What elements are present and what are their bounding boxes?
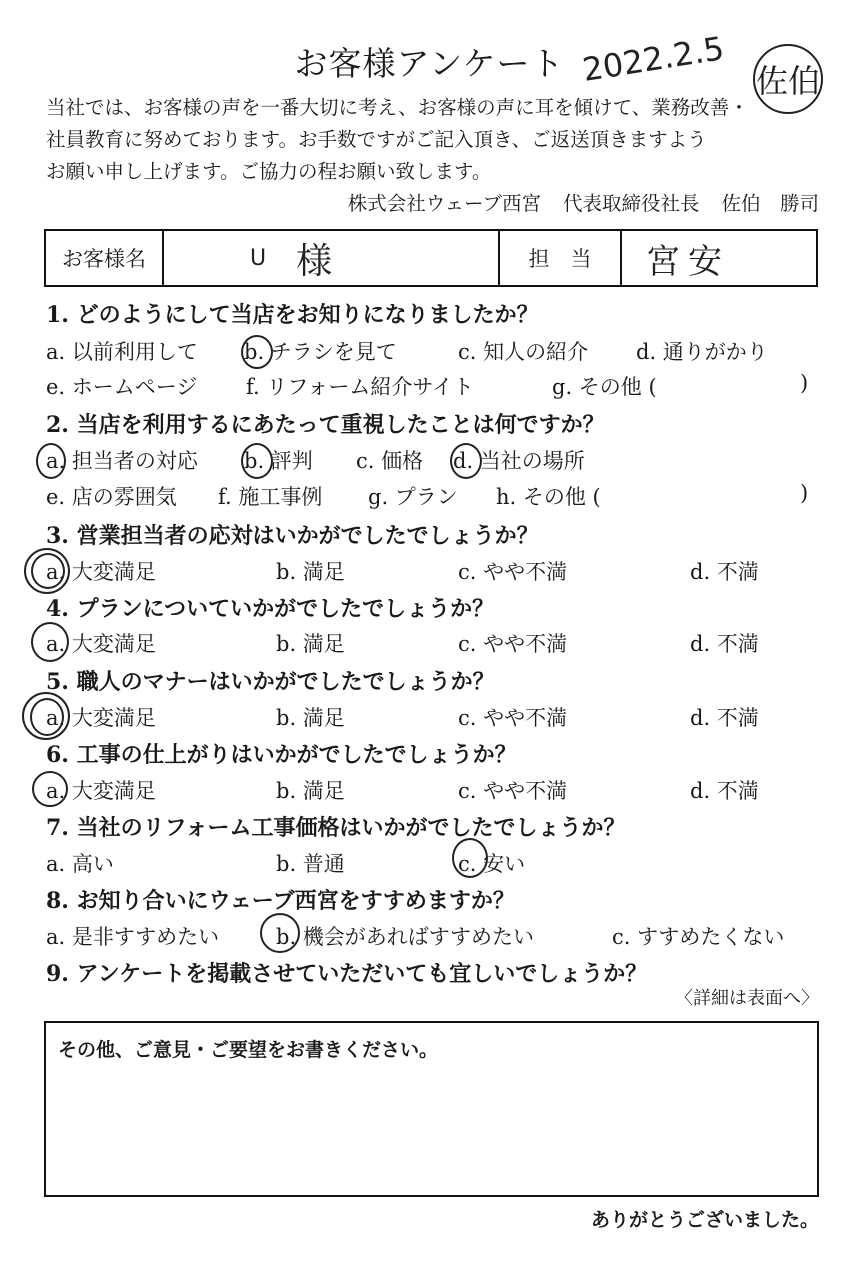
q1-option-f[interactable]: f. リフォーム紹介サイト [246,375,474,399]
customer-name-label: お客様名 [46,231,164,285]
q5-option-c[interactable]: c. やや不満 [458,706,568,730]
answer-circle-q7-c [452,838,488,878]
handwritten-date: 2022.2.5 [579,29,727,89]
answer-circle-q1-b [241,335,273,369]
question-2: 2. 当店を利用するにあたって重視したことは何ですか？ [46,412,605,438]
closing-message: ありがとうございました。 [590,1209,819,1231]
question-7: 7. 当社のリフォーム工事価格はいかがでしたでしょうか？ [46,815,626,841]
q4-option-c[interactable]: c. やや不満 [458,632,568,656]
answer-circle-q8-b [260,913,300,953]
intro-line-3: お願い申し上げます。ご協力の程お願い致します。 [46,160,492,183]
question-3: 3. 営業担当者の応対はいかがでしたでしょうか？ [46,523,539,549]
q1-option-g-close: ) [800,371,809,395]
answer-circle-q6-a [32,771,68,807]
seal-stamp: 佐伯 [753,44,823,114]
q8-option-c[interactable]: c. すすめたくない [612,925,785,949]
signature-company: 株式会社ウェーブ西宮 [347,192,541,215]
q3-option-c[interactable]: c. やや不満 [458,560,568,584]
q7-option-a[interactable]: a. 高い [46,852,114,876]
q3-option-b[interactable]: b. 満足 [276,560,345,584]
answer-circle-q2-b [241,443,273,479]
q4-option-a[interactable]: a. 大変満足 [46,632,156,656]
intro-line-1: 当社では、お客様の声を一番大切に考え、お客様の声に耳を傾けて、業務改善・ [46,96,749,119]
customer-initial: U [250,245,267,271]
answer-circle-q5-a-inner [30,698,64,736]
q6-option-d[interactable]: d. 不満 [690,779,759,803]
q5-option-b[interactable]: b. 満足 [276,706,345,730]
q1-option-a[interactable]: a. 以前利用して [46,340,198,364]
details-note: 〈詳細は表面へ〉 [675,988,819,1009]
staff-name-field[interactable]: 宮安 [646,241,730,282]
q2-option-h[interactable]: h. その他 ( [496,485,601,509]
q2-option-b[interactable]: b. 評判 [244,449,313,473]
answer-circle-q4-a [31,622,69,662]
q3-option-d[interactable]: d. 不満 [690,560,759,584]
signature-role: 代表取締役社長 [562,192,700,215]
page-title: お客様アンケート [294,44,565,83]
q6-option-c[interactable]: c. やや不満 [458,779,568,803]
answer-circle-q2-a [36,443,66,479]
signature [326,188,819,216]
customer-info-box [44,229,818,287]
q8-option-a[interactable]: a. 是非すすめたい [46,925,220,949]
q2-option-a[interactable]: a. 担当者の対応 [46,449,198,473]
question-1: 1. どのようにして当店をお知りになりましたか？ [46,302,539,328]
customer-name-field[interactable] [164,231,500,285]
q8-option-b[interactable]: b. 機会があればすすめたい [276,925,535,949]
q2-option-f[interactable]: f. 施工事例 [218,485,323,509]
q1-option-g[interactable]: g. その他 ( [552,375,657,399]
comment-label: その他、ご意見・ご要望をお書きください。 [58,1039,439,1061]
signature-name: 佐伯 勝司 [721,192,819,215]
q4-option-b[interactable]: b. 満足 [276,632,345,656]
q2-option-e[interactable]: e. 店の雰囲気 [46,485,177,509]
q7-option-b[interactable]: b. 普通 [276,852,345,876]
q2-option-g[interactable]: g. プラン [368,485,458,509]
q4-option-d[interactable]: d. 不満 [690,632,759,656]
q3-option-a[interactable]: a. 大変満足 [46,560,156,584]
staff-label: 担 当 [500,231,622,285]
question-5: 5. 職人のマナーはいかがでしたでしょうか？ [46,669,495,695]
answer-circle-q2-d [450,443,482,479]
q1-option-c[interactable]: c. 知人の紹介 [458,340,589,364]
q6-option-a[interactable]: a. 大変満足 [46,779,156,803]
q1-option-b[interactable]: b. チラシを見て [244,340,397,364]
q5-option-a[interactable]: a. 大変満足 [46,706,156,730]
q6-option-b[interactable]: b. 満足 [276,779,345,803]
question-4: 4. プランについていかがでしたでしょうか？ [46,596,495,622]
q2-option-d[interactable]: d. 当社の場所 [453,449,585,473]
comment-box[interactable] [44,1021,819,1197]
customer-honorific: 様 [296,240,333,282]
question-6: 6. 工事の仕上がりはいかがでしたでしょうか？ [46,742,517,768]
q5-option-d[interactable]: d. 不満 [690,706,759,730]
q1-option-e[interactable]: e. ホームページ [46,375,198,399]
answer-circle-q3-a-inner [31,553,65,589]
intro-line-2: 社員教育に努めております。お手数ですがご記入頂き、ご返送頂きますよう [46,128,707,151]
q7-option-c[interactable]: c. 安い [458,852,526,876]
question-8: 8. お知り合いにウェーブ西宮をすすめますか？ [46,888,515,914]
q2-option-h-close: ) [800,481,809,505]
q1-option-d[interactable]: d. 通りがかり [636,340,768,364]
question-9: 9. アンケートを掲載させていただいても宜しいでしょうか？ [46,961,648,987]
q2-option-c[interactable]: c. 価格 [356,449,424,473]
